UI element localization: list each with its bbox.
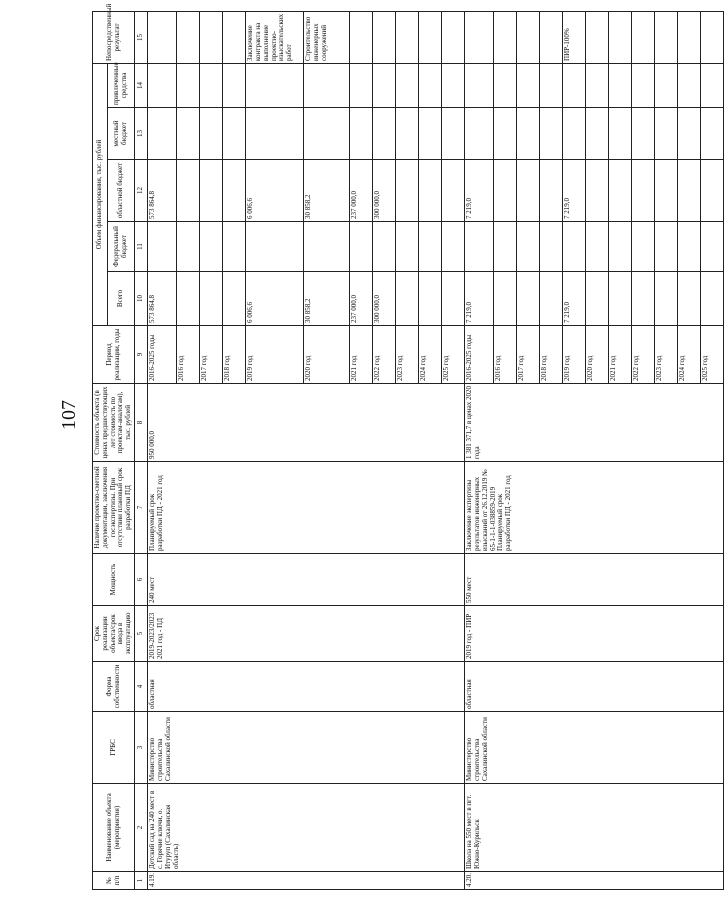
other-cell <box>655 63 678 107</box>
document-frame <box>92 3 710 890</box>
period-cell: 2016-2025 годы <box>465 326 494 384</box>
total-cell <box>586 272 609 326</box>
period-cell: 2025 год <box>701 326 724 384</box>
local-cell <box>540 108 563 160</box>
header-local: местный бюджет <box>108 108 135 160</box>
local-cell <box>586 108 609 160</box>
period-cell: 2018 год <box>223 326 246 384</box>
result-cell <box>442 11 465 63</box>
result-cell <box>655 11 678 63</box>
federal-cell <box>563 222 586 272</box>
other-cell <box>148 63 177 107</box>
other-cell <box>678 63 701 107</box>
regional-cell: 300 000,0 <box>373 160 396 222</box>
result-cell <box>678 11 701 63</box>
object-design: Планируемый срок разработки ПД - 2021 год <box>148 462 465 554</box>
total-cell: 237 000,0 <box>350 272 373 326</box>
result-cell: Строительство инженерных сооружений <box>304 11 350 63</box>
other-cell <box>304 63 350 107</box>
result-cell <box>540 11 563 63</box>
federal-cell <box>396 222 419 272</box>
object-power: 550 мест <box>465 554 724 606</box>
federal-cell <box>517 222 540 272</box>
result-cell <box>396 11 419 63</box>
other-cell <box>350 63 373 107</box>
header-grbs: ГРБС <box>93 712 135 784</box>
col-number: 10 <box>135 272 148 326</box>
table-row <box>148 11 177 889</box>
other-cell <box>419 63 442 107</box>
period-cell: 2016-2025 годы <box>148 326 177 384</box>
col-number: 7 <box>135 462 148 554</box>
federal-cell <box>465 222 494 272</box>
federal-cell <box>350 222 373 272</box>
header-period: Период реализации, годы <box>93 326 135 384</box>
local-cell <box>465 108 494 160</box>
result-cell <box>586 11 609 63</box>
rotated-page <box>92 3 710 890</box>
period-cell: 2018 год <box>540 326 563 384</box>
regional-cell <box>396 160 419 222</box>
result-cell <box>177 11 200 63</box>
other-cell <box>246 63 304 107</box>
object-grbs: Министерство строительства Сахалинской области <box>465 712 724 784</box>
period-cell: 2017 год <box>200 326 223 384</box>
total-cell <box>419 272 442 326</box>
period-cell: 2021 год <box>350 326 373 384</box>
local-cell <box>246 108 304 160</box>
col-number: 12 <box>135 160 148 222</box>
total-cell <box>396 272 419 326</box>
local-cell <box>148 108 177 160</box>
object-term: 2019-2023/2023 2021 год - ПД <box>148 606 465 662</box>
result-cell <box>223 11 246 63</box>
total-cell <box>609 272 632 326</box>
object-number: 4.19. <box>148 872 465 890</box>
federal-cell <box>586 222 609 272</box>
col-number: 11 <box>135 222 148 272</box>
period-cell: 2022 год <box>373 326 396 384</box>
federal-cell <box>373 222 396 272</box>
federal-cell <box>494 222 517 272</box>
local-cell <box>701 108 724 160</box>
federal-cell <box>632 222 655 272</box>
local-cell <box>304 108 350 160</box>
header-num: № п/п <box>93 872 135 890</box>
regional-cell <box>177 160 200 222</box>
col-number: 6 <box>135 554 148 606</box>
col-number: 15 <box>135 11 148 63</box>
period-cell: 2019 год <box>563 326 586 384</box>
result-cell <box>701 11 724 63</box>
period-cell: 2019 год <box>246 326 304 384</box>
header-power: Мощность <box>93 554 135 606</box>
period-cell: 2021 год <box>609 326 632 384</box>
local-cell <box>517 108 540 160</box>
local-cell <box>396 108 419 160</box>
header-regional: областной бюджет <box>108 160 135 222</box>
result-cell: Заключение контракта на выполнение проектно-изыскательских работ <box>246 11 304 63</box>
object-cost: 950 000,0 <box>148 384 465 462</box>
other-cell <box>563 63 586 107</box>
total-cell: 300 000,0 <box>373 272 396 326</box>
result-cell <box>609 11 632 63</box>
col-number: 14 <box>135 63 148 107</box>
federal-cell <box>678 222 701 272</box>
col-number: 9 <box>135 326 148 384</box>
header-cost: Стоимость объекта (в ценах предшествующих лет стоимость по проектам-аналогам), тыс. рублей <box>93 384 135 462</box>
regional-cell <box>517 160 540 222</box>
federal-cell <box>246 222 304 272</box>
col-number: 2 <box>135 784 148 872</box>
federal-cell <box>442 222 465 272</box>
other-cell <box>632 63 655 107</box>
regional-cell: 6 006,6 <box>246 160 304 222</box>
local-cell <box>223 108 246 160</box>
total-cell <box>442 272 465 326</box>
local-cell <box>200 108 223 160</box>
object-form: областная <box>465 662 724 712</box>
object-number: 4.20. <box>465 872 724 890</box>
period-cell: 2020 год <box>586 326 609 384</box>
object-form: областная <box>148 662 465 712</box>
local-cell <box>632 108 655 160</box>
local-cell <box>609 108 632 160</box>
local-cell <box>494 108 517 160</box>
period-cell: 2024 год <box>419 326 442 384</box>
total-cell: 573 864,8 <box>148 272 177 326</box>
result-cell <box>517 11 540 63</box>
result-cell <box>373 11 396 63</box>
total-cell <box>223 272 246 326</box>
other-cell <box>223 63 246 107</box>
regional-cell: 7 219,0 <box>563 160 586 222</box>
result-cell: ПИР-100% <box>563 11 586 63</box>
financing-table <box>92 3 724 890</box>
object-design: Заключение экспертизы результатов инженерных изысканий от 26.12.2019 № 65-1-1-1-038859-2019 Планируемый срок разработки ПД - 2021 год <box>465 462 724 554</box>
page-number: 107 <box>58 400 80 430</box>
result-cell <box>494 11 517 63</box>
result-cell <box>350 11 373 63</box>
regional-cell: 573 864,8 <box>148 160 177 222</box>
federal-cell <box>177 222 200 272</box>
total-cell <box>632 272 655 326</box>
local-cell <box>678 108 701 160</box>
other-cell <box>517 63 540 107</box>
regional-cell <box>678 160 701 222</box>
regional-cell <box>632 160 655 222</box>
regional-cell: 237 000,0 <box>350 160 373 222</box>
result-cell <box>200 11 223 63</box>
federal-cell <box>609 222 632 272</box>
total-cell <box>540 272 563 326</box>
other-cell <box>200 63 223 107</box>
regional-cell <box>540 160 563 222</box>
header-form: Форма собственности <box>93 662 135 712</box>
result-cell <box>148 11 177 63</box>
total-cell <box>655 272 678 326</box>
col-number: 8 <box>135 384 148 462</box>
federal-cell <box>223 222 246 272</box>
other-cell <box>396 63 419 107</box>
period-cell: 2023 год <box>655 326 678 384</box>
object-cost: 1 381 371,7 в ценах 2020 года <box>465 384 724 462</box>
table-row <box>465 11 494 889</box>
local-cell <box>350 108 373 160</box>
regional-cell: 30 858,2 <box>304 160 350 222</box>
table-body <box>148 11 724 889</box>
period-cell: 2022 год <box>632 326 655 384</box>
object-term: 2019 год - ПИР <box>465 606 724 662</box>
table-head <box>93 3 148 889</box>
regional-cell <box>701 160 724 222</box>
total-cell: 7 219,0 <box>563 272 586 326</box>
local-cell <box>177 108 200 160</box>
period-cell: 2025 год <box>442 326 465 384</box>
other-cell <box>609 63 632 107</box>
other-cell <box>442 63 465 107</box>
regional-cell <box>223 160 246 222</box>
other-cell <box>540 63 563 107</box>
federal-cell <box>701 222 724 272</box>
period-cell: 2016 год <box>494 326 517 384</box>
local-cell <box>655 108 678 160</box>
col-number: 1 <box>135 872 148 890</box>
other-cell <box>494 63 517 107</box>
federal-cell <box>419 222 442 272</box>
other-cell <box>177 63 200 107</box>
regional-cell: 7 219,0 <box>465 160 494 222</box>
result-cell <box>632 11 655 63</box>
period-cell: 2023 год <box>396 326 419 384</box>
col-number: 13 <box>135 108 148 160</box>
regional-cell <box>494 160 517 222</box>
object-name: Детский сад на 240 мест в с. Горячие ключи, о. Итуруп (Сахалинская область) <box>148 784 465 872</box>
total-cell: 7 219,0 <box>465 272 494 326</box>
header-federal: Федеральный бюджет <box>108 222 135 272</box>
total-cell <box>517 272 540 326</box>
header-term: Срок реализации объекта/срок ввода в эксплуатацию <box>93 606 135 662</box>
col-number: 4 <box>135 662 148 712</box>
regional-cell <box>655 160 678 222</box>
other-cell <box>465 63 494 107</box>
federal-cell <box>200 222 223 272</box>
total-cell <box>177 272 200 326</box>
header-total: Всего <box>108 272 135 326</box>
header-result: Непосредственный результат <box>93 11 135 63</box>
period-cell: 2020 год <box>304 326 350 384</box>
total-cell <box>678 272 701 326</box>
header-financing: Объем финансирования, тыс. рублей <box>93 63 108 325</box>
total-cell <box>494 272 517 326</box>
local-cell <box>373 108 396 160</box>
result-cell <box>465 11 494 63</box>
total-cell <box>701 272 724 326</box>
object-grbs: Министерство строительства Сахалинской области <box>148 712 465 784</box>
local-cell <box>419 108 442 160</box>
federal-cell <box>540 222 563 272</box>
federal-cell <box>304 222 350 272</box>
total-cell: 6 006,6 <box>246 272 304 326</box>
object-name: Школа на 550 мест в пгт. Южно-Курильск <box>465 784 724 872</box>
col-number: 5 <box>135 606 148 662</box>
federal-cell <box>655 222 678 272</box>
regional-cell <box>586 160 609 222</box>
total-cell: 30 858,2 <box>304 272 350 326</box>
regional-cell <box>442 160 465 222</box>
header-design: Наличие проектно-сметной документации, заключения госэкспертизы. При отсутствии плановый срок разработки ПД <box>93 462 135 554</box>
result-cell <box>419 11 442 63</box>
total-cell <box>200 272 223 326</box>
object-power: 240 мест <box>148 554 465 606</box>
regional-cell <box>200 160 223 222</box>
other-cell <box>586 63 609 107</box>
other-cell <box>373 63 396 107</box>
other-cell <box>701 63 724 107</box>
period-cell: 2016 год <box>177 326 200 384</box>
header-name: Наименование объекта (мероприятия) <box>93 784 135 872</box>
regional-cell <box>419 160 442 222</box>
local-cell <box>563 108 586 160</box>
period-cell: 2017 год <box>517 326 540 384</box>
federal-cell <box>148 222 177 272</box>
header-other: привлеченные средства <box>108 63 135 107</box>
local-cell <box>442 108 465 160</box>
col-number: 3 <box>135 712 148 784</box>
regional-cell <box>609 160 632 222</box>
period-cell: 2024 год <box>678 326 701 384</box>
